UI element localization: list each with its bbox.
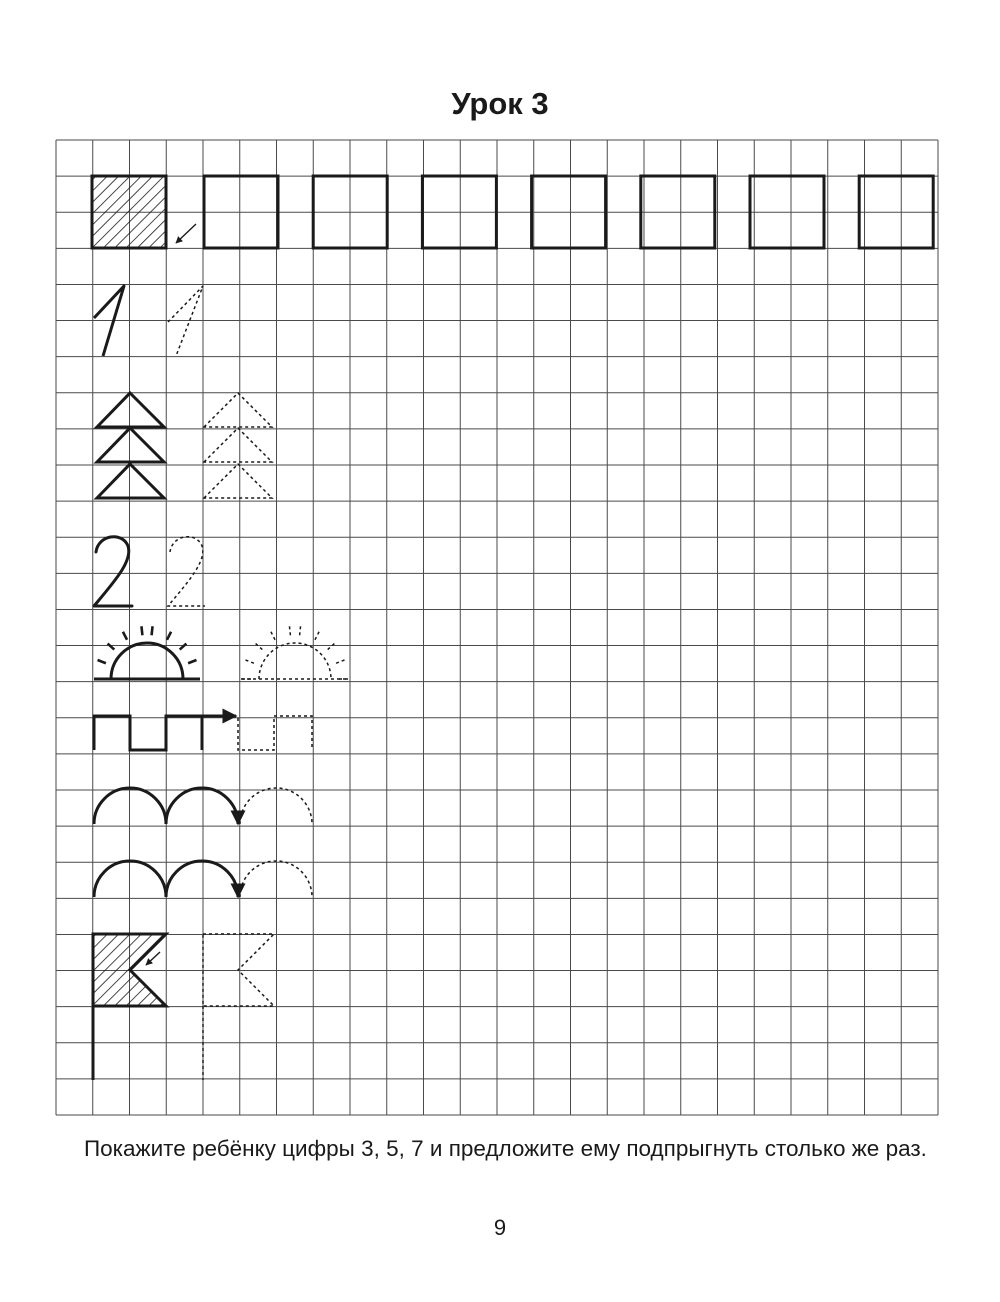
- sun-ray: [336, 660, 344, 663]
- triangles-example: [97, 393, 164, 498]
- sun-example: [94, 643, 200, 679]
- exercise-fir-tree: [97, 393, 272, 498]
- sun-rays-example: [94, 626, 200, 679]
- sun-ray: [98, 660, 106, 663]
- sun-ray: [167, 632, 171, 640]
- sun-rays-dotted: [242, 626, 348, 679]
- sun-ray: [188, 660, 196, 663]
- sun-ray: [256, 644, 263, 650]
- sun-ray: [123, 632, 127, 640]
- arrow-icon: [176, 224, 196, 243]
- sun-ray: [141, 626, 142, 635]
- page-number: 9: [493, 1215, 507, 1240]
- sun-ray: [180, 644, 187, 650]
- digit-2-example: [94, 537, 132, 606]
- sun-ray: [315, 632, 319, 640]
- sun-ray: [246, 660, 254, 663]
- grid-lines: [56, 140, 938, 1115]
- sun-ray: [152, 626, 153, 635]
- hatched-square: [92, 176, 166, 248]
- sun-ray: [271, 632, 275, 640]
- square-wave-dotted: [238, 716, 312, 750]
- digit-2-dotted: [168, 537, 205, 606]
- exercise-digit-2: [94, 537, 205, 606]
- square-wave-example: [94, 716, 236, 750]
- triangles-dotted: [204, 393, 272, 498]
- exercise-sun: [94, 626, 348, 679]
- sun-ray: [300, 626, 301, 635]
- flag-example: [93, 934, 166, 1006]
- sun-ray: [328, 644, 335, 650]
- sun-ray: [289, 626, 290, 635]
- sun-ray: [108, 644, 115, 650]
- sun-dotted: [241, 643, 348, 679]
- exercise-square-wave: [94, 716, 312, 750]
- lesson-title: Урок 3: [451, 86, 549, 121]
- instruction-text: Покажите ребёнку цифры 3, 5, 7 и предложите ему подпрыгнуть столько же раз.: [84, 1136, 927, 1161]
